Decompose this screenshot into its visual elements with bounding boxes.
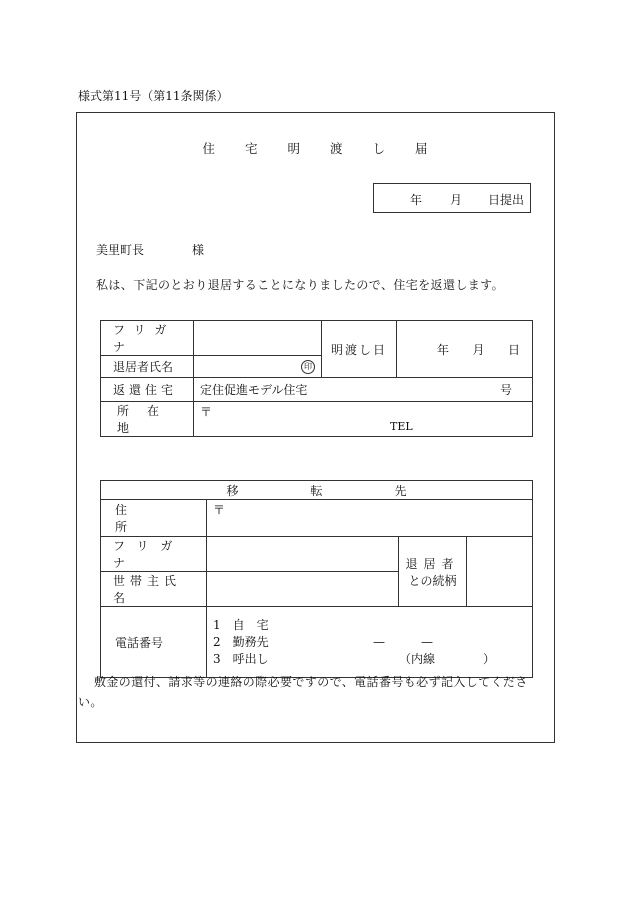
date-year-label: 年 xyxy=(410,193,423,207)
furigana-label: フリガナ xyxy=(113,323,176,354)
destination-table xyxy=(100,480,533,678)
date-month-label: 月 xyxy=(450,193,463,207)
heading-char: 転 xyxy=(310,483,323,498)
phone-options[interactable] xyxy=(207,607,533,678)
relation-label-line2: との続柄 xyxy=(408,573,457,588)
form-number: 様式第11号（第11条関係） xyxy=(78,89,229,103)
returned-housing-input[interactable] xyxy=(194,378,533,402)
title-char: 渡 xyxy=(330,141,343,156)
heading-char: 移 xyxy=(226,483,239,498)
destination-postal-mark: 〒 xyxy=(213,503,226,517)
location-label-cell xyxy=(101,402,194,437)
title-char: 届 xyxy=(415,141,428,156)
destination-address-label-cell xyxy=(101,500,207,537)
declaration-text: 私は、下記のとおり退居することになりましたので、住宅を返還します。 xyxy=(96,278,505,292)
housing-number-suffix: 号 xyxy=(499,383,512,397)
addressee-honorific: 様 xyxy=(192,243,205,257)
name-input[interactable] xyxy=(194,356,322,378)
addressee xyxy=(96,241,204,258)
returned-housing-label: 返還住宅 xyxy=(113,383,178,397)
option-extra: （内線 ） xyxy=(399,651,496,666)
phone-label-cell xyxy=(101,607,207,678)
destination-address-label: 住所 xyxy=(115,503,176,534)
title-char: 宅 xyxy=(244,141,258,156)
title-char: 住 xyxy=(202,141,215,156)
name-label: 退居者氏名 xyxy=(113,360,174,374)
destination-heading xyxy=(101,481,533,500)
returned-housing-value: 定住促進モデル住宅 xyxy=(200,383,308,397)
head-name-label: 世帯主氏名 xyxy=(113,574,182,605)
option-label: 呼出し xyxy=(232,651,269,666)
phone-option-callout[interactable] xyxy=(213,651,526,668)
notice-text: 敷金の還付、請求等の連絡の際必要ですので、電話番号も必ず記入してください。 xyxy=(78,675,528,709)
location-input[interactable] xyxy=(194,402,533,437)
destination-address-input[interactable] xyxy=(207,500,533,537)
name-label-cell xyxy=(101,356,194,378)
phone-label: 電話番号 xyxy=(115,635,164,650)
head-furigana-label: フリガナ xyxy=(113,539,185,570)
relation-label-line1: 退居者 xyxy=(405,556,460,571)
form-title xyxy=(0,139,630,157)
relation-input[interactable] xyxy=(467,537,533,607)
furigana-label-cell xyxy=(101,321,194,356)
location-label: 所在地 xyxy=(117,404,178,435)
resident-table xyxy=(100,320,533,437)
handover-label-cell xyxy=(322,321,397,378)
location-tel-label: TEL xyxy=(390,420,413,433)
returned-housing-label-cell xyxy=(101,378,194,402)
heading-char: 先 xyxy=(394,483,407,498)
seal-icon: 印 xyxy=(301,360,315,374)
handover-month-label: 月 xyxy=(472,342,485,357)
phone-option-work[interactable] xyxy=(213,634,526,651)
handover-day-label: 日 xyxy=(507,342,520,357)
date-day-label: 日提出 xyxy=(488,193,525,207)
option-extra: — — xyxy=(373,634,434,649)
addressee-name: 美里町長 xyxy=(96,243,145,257)
handover-label: 明渡し日 xyxy=(330,342,387,357)
head-furigana-label-cell xyxy=(101,537,207,572)
head-name-label-cell xyxy=(101,572,207,607)
relation-label-cell xyxy=(399,537,467,607)
head-name-input[interactable] xyxy=(207,572,399,607)
option-label: 自 宅 xyxy=(232,617,269,632)
location-postal-mark: 〒 xyxy=(200,405,213,419)
option-num: 2 xyxy=(213,634,221,649)
title-char: 明 xyxy=(287,141,300,156)
head-furigana-input[interactable] xyxy=(207,537,399,572)
submission-date-box[interactable] xyxy=(373,183,531,213)
option-label: 勤務先 xyxy=(232,634,269,649)
option-num: 1 xyxy=(213,617,221,632)
handover-date-input[interactable] xyxy=(397,321,533,378)
furigana-input[interactable] xyxy=(194,321,322,356)
title-char: し xyxy=(372,141,386,156)
handover-year-label: 年 xyxy=(437,342,450,357)
option-num: 3 xyxy=(213,651,221,666)
phone-option-home[interactable] xyxy=(213,617,526,634)
